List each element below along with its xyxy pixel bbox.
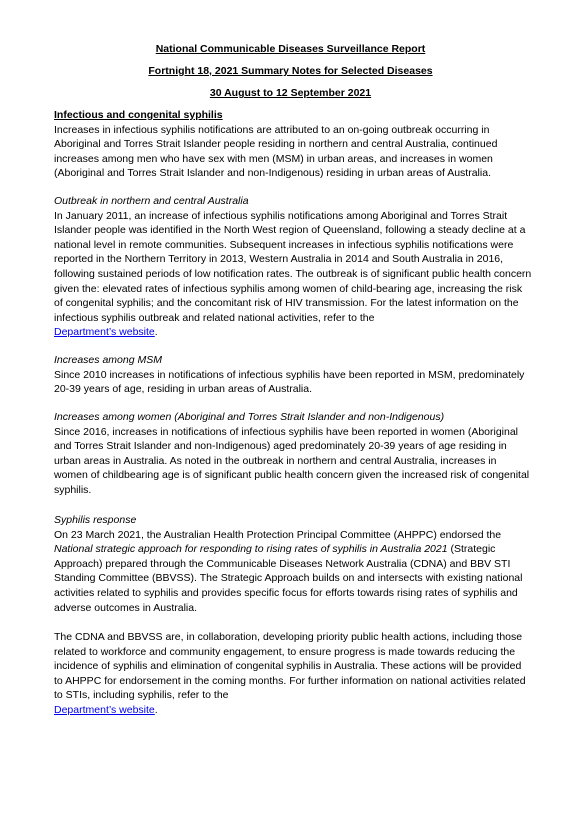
msm-heading: Increases among MSM [54, 354, 162, 366]
closing-paragraph [54, 630, 532, 718]
response-text-a: On 23 March 2021, the Australian Health Protection Principal Committee (AHPPC) endorsed the [54, 528, 502, 541]
section-intro: Increases in infectious syphilis notifications are attributed to an on-going outbreak occurring in Aboriginal and Torres Strait Islander people residing in northern and central Australia, continued increases among men who have sex with men (MSM) in urban areas, and increases in women (Aboriginal and Torres Strait Islander and non-Indigenous) residing in urban areas of Australia. [54, 123, 498, 180]
women-text: Since 2016, increases in notifications of infectious syphilis have been reported in women (Aboriginal and Torres Strait Islander and non-Indigenous) aged predominately 20-39 years of age residing in urban areas in Australia. As noted in the outbreak in northern and central Australia, increases in women of childbearing age is of significant public health concern given the increased risk of congenital syphilis. [54, 425, 530, 496]
closing-department-link[interactable]: Department’s website [54, 703, 155, 716]
outbreak-department-link[interactable]: Department’s website [54, 326, 155, 339]
section-closing [54, 630, 532, 718]
women-heading: Increases among women (Aboriginal and Torres Strait Islander and non-Indigenous) [54, 411, 445, 423]
response-strategy-title: National strategic approach for responding to rising rates of syphilis in Australia 2021 [54, 543, 448, 556]
response-text-b: (Strategic Approach) prepared through the Communicable Diseases Network Australia (CDNA) and BBV STI Standing Committee (BBVSS). The Strategic Approach builds on and intersects with existing national activities related to syphilis and provides specific focus for efforts towards rising rates of syphilis and adverse outcomes in Australia. [54, 543, 523, 614]
section-outbreak [54, 194, 532, 340]
closing-period: . [154, 703, 158, 716]
section-women [54, 410, 532, 498]
msm-text: Since 2010 increases in notifications of infectious syphilis have been reported in MSM, predominately 20-39 years of age, residing in urban areas of Australia. [54, 368, 525, 396]
response-heading: Syphilis response [54, 514, 137, 526]
report-subtitle: Fortnight 18, 2021 Summary Notes for Selected Diseases [148, 65, 433, 77]
section-title: Infectious and congenital syphilis [54, 109, 223, 121]
closing-text: The CDNA and BBVSS are, in collaboration, developing priority public health actions, including those related to workforce and community engagement, to ensure progress is made towards reducing the incidence of syphilis and elimination of congenital syphilis in Australia. These actions will be provided to AHPPC for endorsement in the coming months. For further information on national activities related to STIs, including syphilis, refer to the [54, 631, 526, 702]
section-response [54, 513, 532, 615]
report-title: National Communicable Diseases Surveillance Report [155, 43, 426, 55]
report-date-range: 30 August to 12 September 2021 [209, 87, 372, 99]
outbreak-period: . [154, 326, 158, 339]
outbreak-text: In January 2011, an increase of infectious syphilis notifications among Aboriginal and Torres Strait Islander people was identified in the North West region of Queensland, following a steady decline at a national level in remote communities. Subsequent increases in infectious syphilis notifications were reported in the Northern Territory in 2013, Western Australia in 2014 and South Australia in 2016, following sustained periods of low notification rates. The outbreak is of significant public health concern given the: elevated rates of infectious syphilis among women of child-bearing age, increasing the risk of congenital syphilis; and the concomitant risk of HIV transmission. For the latest information on the infectious syphilis outbreak and related national activities, refer to the [54, 209, 532, 324]
outbreak-paragraph [54, 209, 532, 340]
section-msm [54, 353, 532, 397]
response-paragraph [54, 528, 532, 616]
section-infectious-syphilis [54, 108, 532, 181]
outbreak-heading: Outbreak in northern and central Australia [54, 195, 249, 207]
